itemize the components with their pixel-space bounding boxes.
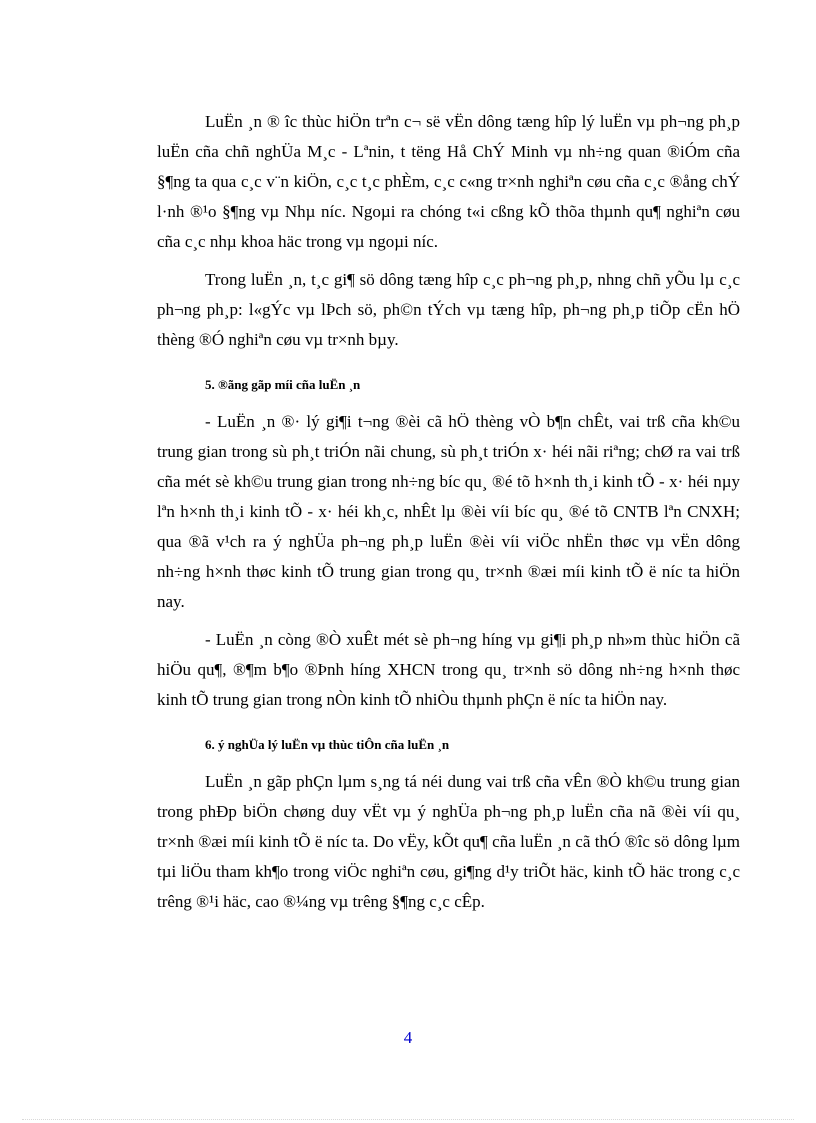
intro-paragraph-2: Trong luËn ¸n, t¸c gi¶ sö dông tæng hîp c¸c ph¬ng ph¸p, nhng chñ yÕu lµ c¸c ph¬ng ph¸p: l«gÝc vµ lÞch sö, ph©n tÝch vµ tæng hîp, ph¬ng ph¸p tiÕp cËn hÖ thèng ®Ó nghiªn cøu vµ tr×nh bµy. bbox=[157, 270, 740, 349]
section-5-paragraph-1: - LuËn ¸n ®· lý gi¶i t¬ng ®èi cã hÖ thèng vÒ b¶n chÊt, vai trß cña kh©u trung gian trong sù ph¸t triÓn nãi chung, sù ph¸t triÓn x· héi nãi riªng; chØ ra vai trß cña mét sè kh©u trung gian trong nh÷ng bíc qu¸ ®é tõ h×nh th¸i kinh tÕ - x· héi nµy lªn h×nh th¸i kinh tÕ - x· héi kh¸c, nhÊt lµ ®èi víi bíc qu¸ ®é tõ CNTB lªn CNXH; qua ®ã v¹ch ra ý nghÜa ph¬ng ph¸p luËn ®èi víi viÖc nhËn thøc vµ vËn dông nh÷ng h×nh thøc kinh tÕ trung gian trong qu¸ tr×nh ®æi míi kinh tÕ ë níc ta hiÖn nay. bbox=[157, 412, 740, 611]
page-number: 4 bbox=[403, 1028, 413, 1047]
section-6-heading: 6. ý nghÜa lý luËn vµ thùc tiÔn cña luËn ¸n bbox=[205, 737, 450, 752]
page-text-column bbox=[157, 107, 740, 917]
intro-paragraph-1: LuËn ¸n ® îc thùc hiÖn trªn c¬ së vËn dông tæng hîp lý luËn vµ ph¬ng ph¸p luËn cña chñ nghÜa M¸c - Lªnin, t tëng Hå ChÝ Minh vµ nh÷ng quan ®iÓm cña §¶ng ta qua c¸c v¨n kiÖn, c¸c t¸c phÈm, c¸c c«ng tr×nh nghiªn cøu cña c¸c ®ång chÝ l·nh ®¹o §¶ng vµ Nhµ níc. Ngoµi ra chóng t«i cßng kÕ thõa thµnh qu¶ nghiªn cøu cña c¸c nhµ khoa häc trong vµ ngoµi níc. bbox=[157, 112, 740, 251]
footer-divider bbox=[22, 1119, 794, 1120]
section-6-paragraph-1: LuËn ¸n gãp phÇn lµm s¸ng tá néi dung vai trß cña vÊn ®Ò kh©u trung gian trong phÐp biÖn chøng duy vËt vµ ý nghÜa ph¬ng ph¸p luËn cña nã ®èi víi qu¸ tr×nh ®æi míi kinh tÕ ë níc ta. Do vËy, kÕt qu¶ cña luËn ¸n cã thÓ ®îc sö dông lµm tµi liÖu tham kh¶o trong viÖc nghiªn cøu, gi¶ng d¹y triÕt häc, kinh tÕ häc trong c¸c trêng ®¹i häc, cao ®¼ng vµ trêng §¶ng c¸c cÊp. bbox=[157, 772, 740, 911]
section-5-paragraph-2: - LuËn ¸n còng ®Ò xuÊt mét sè ph¬ng híng vµ gi¶i ph¸p nh»m thùc hiÖn cã hiÖu qu¶, ®¶m b¶o ®Þnh híng XHCN trong qu¸ tr×nh sö dông nh÷ng h×nh thøc kinh tÕ trung gian trong nÒn kinh tÕ nhiÒu thµnh phÇn ë níc ta hiÖn nay. bbox=[157, 630, 740, 709]
section-5-heading: 5. ®ãng gãp míi cña luËn ¸n bbox=[205, 377, 361, 392]
